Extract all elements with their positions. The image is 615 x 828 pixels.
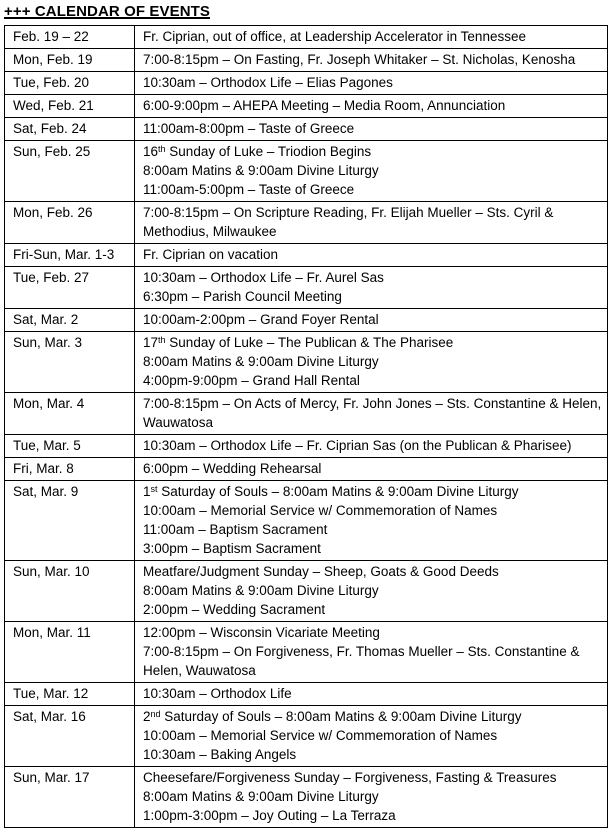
event-line: 6:00pm – Wedding Rehearsal — [143, 461, 322, 476]
events-cell — [135, 435, 608, 458]
event-line: 2nd Saturday of Souls – 8:00am Matins & 9:00am Divine Liturgy — [143, 709, 522, 724]
events-cell — [135, 332, 608, 393]
event-line: 10:30am – Orthodox Life – Elias Pagones — [143, 75, 393, 90]
event-line: Fr. Ciprian on vacation — [143, 247, 279, 262]
table-row — [5, 332, 608, 393]
page-title: +++ CALENDAR OF EVENTS — [4, 3, 210, 20]
events-cell — [135, 244, 608, 267]
events-table — [4, 25, 608, 828]
events-cell — [135, 95, 608, 118]
events-cell — [135, 309, 608, 332]
event-line: 8:00am Matins & 9:00am Divine Liturgy — [143, 354, 379, 369]
events-cell — [135, 767, 608, 828]
event-line: Cheesefare/Forgiveness Sunday – Forgiveness, Fasting & Treasures — [143, 770, 557, 785]
event-line: 7:00-8:15pm – On Acts of Mercy, Fr. John Jones – Sts. Constantine & Helen, Wauwatosa — [143, 396, 602, 430]
table-row — [5, 72, 608, 95]
table-row — [5, 481, 608, 561]
event-line: 8:00am Matins & 9:00am Divine Liturgy — [143, 583, 379, 598]
event-line: 7:00-8:15pm – On Scripture Reading, Fr. Elijah Mueller – Sts. Cyril & Methodius, Milwaukee — [143, 205, 554, 239]
event-line: 10:00am – Memorial Service w/ Commemoration of Names — [143, 503, 498, 518]
table-row — [5, 683, 608, 706]
date-cell: Sun, Mar. 17 — [5, 767, 135, 828]
date-cell: Sun, Mar. 3 — [5, 332, 135, 393]
table-row — [5, 26, 608, 49]
table-row — [5, 622, 608, 683]
table-row — [5, 118, 608, 141]
date-cell: Tue, Feb. 20 — [5, 72, 135, 95]
event-line: 7:00-8:15pm – On Fasting, Fr. Joseph Whitaker – St. Nicholas, Kenosha — [143, 52, 576, 67]
table-row — [5, 393, 608, 435]
date-cell: Sat, Mar. 9 — [5, 481, 135, 561]
table-row — [5, 458, 608, 481]
event-line: Fr. Ciprian, out of office, at Leadership Accelerator in Tennessee — [143, 29, 526, 44]
event-line: 10:30am – Orthodox Life — [143, 686, 292, 701]
event-line: 1st Saturday of Souls – 8:00am Matins & 9:00am Divine Liturgy — [143, 484, 519, 499]
date-cell: Sat, Feb. 24 — [5, 118, 135, 141]
event-line: 4:00pm-9:00pm – Grand Hall Rental — [143, 373, 360, 388]
event-line: 8:00am Matins & 9:00am Divine Liturgy — [143, 789, 379, 804]
event-line: 10:00am – Memorial Service w/ Commemoration of Names — [143, 728, 498, 743]
date-cell: Wed, Feb. 21 — [5, 95, 135, 118]
table-row — [5, 49, 608, 72]
ordinal-suffix: nd — [150, 709, 161, 719]
date-cell: Sun, Mar. 10 — [5, 561, 135, 622]
table-row — [5, 267, 608, 309]
table-row — [5, 141, 608, 202]
event-line: 10:30am – Orthodox Life – Fr. Aurel Sas — [143, 270, 384, 285]
events-cell — [135, 267, 608, 309]
event-line: 16th Sunday of Luke – Triodion Begins — [143, 144, 372, 159]
event-line: 6:30pm – Parish Council Meeting — [143, 289, 342, 304]
date-cell: Sat, Mar. 2 — [5, 309, 135, 332]
events-cell — [135, 561, 608, 622]
table-row — [5, 706, 608, 767]
date-cell: Tue, Feb. 27 — [5, 267, 135, 309]
event-line: 1:00pm-3:00pm – Joy Outing – La Terraza — [143, 808, 396, 823]
table-row — [5, 561, 608, 622]
table-row — [5, 202, 608, 244]
ordinal-suffix: th — [158, 144, 166, 154]
table-row — [5, 244, 608, 267]
events-cell — [135, 706, 608, 767]
ordinal-suffix: th — [158, 335, 166, 345]
event-line: 11:00am-5:00pm – Taste of Greece — [143, 182, 355, 197]
date-cell: Fri-Sun, Mar. 1-3 — [5, 244, 135, 267]
event-line: 17th Sunday of Luke – The Publican & The Pharisee — [143, 335, 454, 350]
event-line: 8:00am Matins & 9:00am Divine Liturgy — [143, 163, 379, 178]
event-line: Meatfare/Judgment Sunday – Sheep, Goats & Good Deeds — [143, 564, 499, 579]
event-line: 3:00pm – Baptism Sacrament — [143, 541, 321, 556]
date-cell: Sun, Feb. 25 — [5, 141, 135, 202]
events-cell — [135, 481, 608, 561]
date-cell: Mon, Feb. 26 — [5, 202, 135, 244]
events-cell — [135, 72, 608, 95]
event-line: 10:30am – Orthodox Life – Fr. Ciprian Sas (on the Publican & Pharisee) — [143, 438, 572, 453]
event-line: 10:00am-2:00pm – Grand Foyer Rental — [143, 312, 379, 327]
date-cell: Tue, Mar. 12 — [5, 683, 135, 706]
event-line: 7:00-8:15pm – On Forgiveness, Fr. Thomas Mueller – Sts. Constantine & Helen, Wauwatosa — [143, 644, 580, 678]
events-cell — [135, 26, 608, 49]
events-table-body — [5, 26, 608, 828]
table-row — [5, 767, 608, 828]
events-cell — [135, 683, 608, 706]
event-line: 12:00pm – Wisconsin Vicariate Meeting — [143, 625, 380, 640]
date-cell: Mon, Mar. 4 — [5, 393, 135, 435]
event-line: 2:00pm – Wedding Sacrament — [143, 602, 326, 617]
events-cell — [135, 49, 608, 72]
events-cell — [135, 202, 608, 244]
event-line: 6:00-9:00pm – AHEPA Meeting – Media Room, Annunciation — [143, 98, 506, 113]
events-cell — [135, 458, 608, 481]
date-cell: Mon, Feb. 19 — [5, 49, 135, 72]
event-line: 11:00am – Baptism Sacrament — [143, 522, 328, 537]
date-cell: Mon, Mar. 11 — [5, 622, 135, 683]
events-cell — [135, 141, 608, 202]
date-cell: Sat, Mar. 16 — [5, 706, 135, 767]
table-row — [5, 435, 608, 458]
ordinal-suffix: st — [150, 484, 158, 494]
events-cell — [135, 622, 608, 683]
table-row — [5, 95, 608, 118]
date-cell: Tue, Mar. 5 — [5, 435, 135, 458]
events-cell — [135, 393, 608, 435]
date-cell: Feb. 19 – 22 — [5, 26, 135, 49]
table-row — [5, 309, 608, 332]
events-cell — [135, 118, 608, 141]
event-line: 11:00am-8:00pm – Taste of Greece — [143, 121, 355, 136]
date-cell: Fri, Mar. 8 — [5, 458, 135, 481]
event-line: 10:30am – Baking Angels — [143, 747, 297, 762]
